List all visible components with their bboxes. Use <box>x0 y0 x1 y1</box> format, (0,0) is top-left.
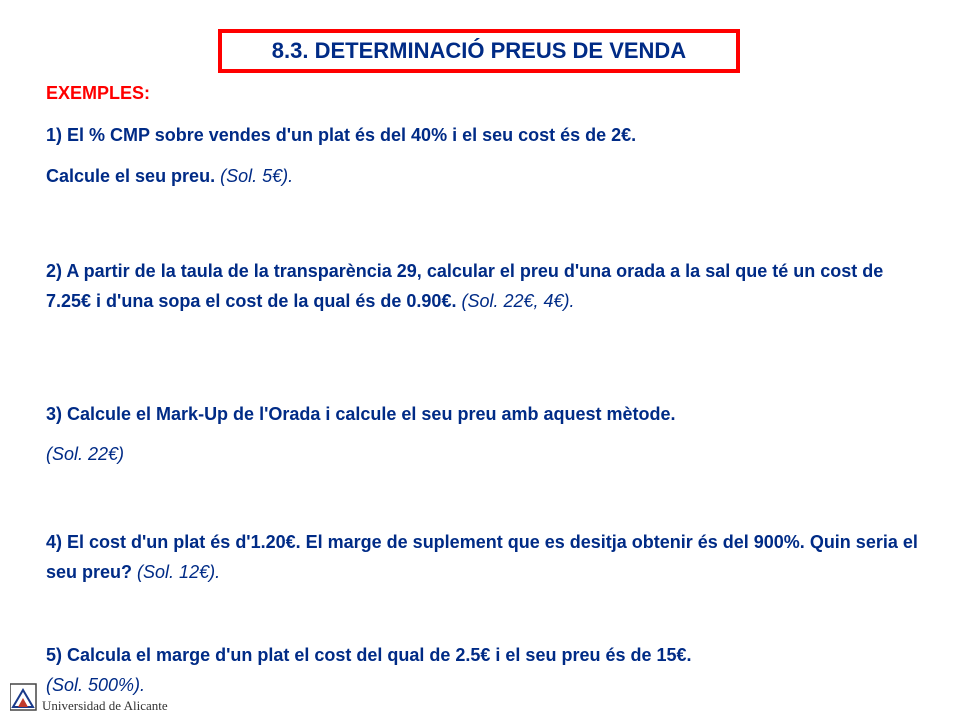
example-2 <box>46 256 926 316</box>
example-3-solution: (Sol. 22€) <box>46 444 125 464</box>
example-1-question: Calcule el seu preu. <box>46 166 216 186</box>
example-5-line-1: 5) Calcula el marge d'un plat el cost del qual de 2.5€ i el seu preu és de 15€. <box>46 645 692 665</box>
example-1-line-2 <box>46 163 926 190</box>
slide-title-text: 8.3. DETERMINACIÓ PREUS DE VENDA <box>271 38 687 63</box>
example-4-solution: (Sol. 12€). <box>137 562 221 582</box>
example-4 <box>46 527 926 587</box>
university-name: Universidad de Alicante <box>42 698 168 710</box>
example-5-solution: (Sol. 500%). <box>46 675 146 695</box>
example-1-solution: (Sol. 5€). <box>220 166 294 186</box>
example-3-line-1: 3) Calcule el Mark-Up de l'Orada i calcule el seu preu amb aquest mètode. <box>46 404 676 424</box>
example-1-line-1: 1) El % CMP sobre vendes d'un plat és del 40% i el seu cost és de 2€. <box>46 125 637 145</box>
example-4-text: 4) El cost d'un plat és d'1.20€. El marge de suplement que es desitja obtenir és del 900%. Quin seria el seu preu? <box>46 532 918 582</box>
examples-heading: EXEMPLES: <box>46 83 151 103</box>
example-2-solution: (Sol. 22€, 4€). <box>461 291 575 311</box>
slide-title <box>218 29 740 73</box>
example-2-text: 2) A partir de la taula de la transparència 29, calcular el preu d'una orada a la sal que té un cost de 7.25€ i d'una sopa el cost de la qual és de 0.90€. <box>46 261 884 311</box>
